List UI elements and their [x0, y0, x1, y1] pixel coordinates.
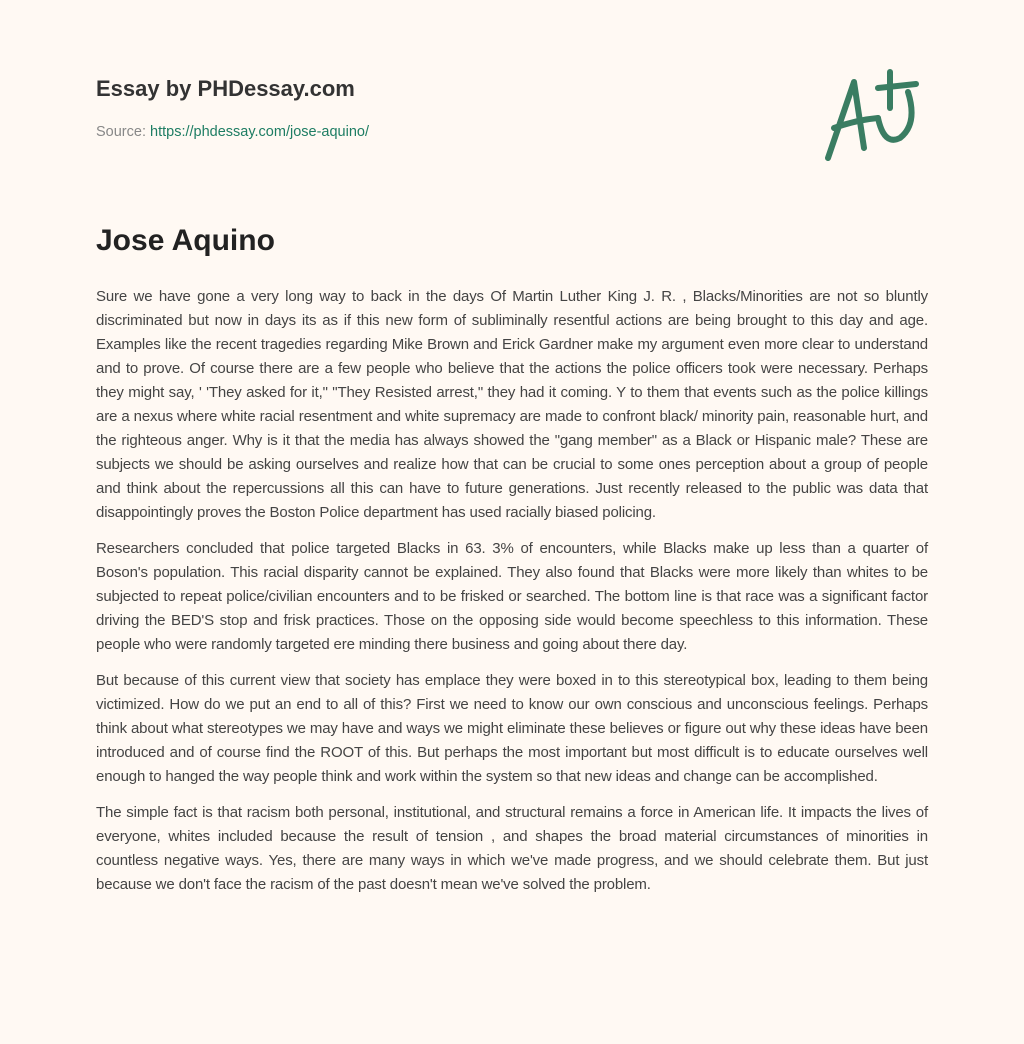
essay-paragraph: Sure we have gone a very long way to back in the days Of Martin Luther King J. R. , Blacks/Minorities are not so bluntly discriminated but now in days its as if this new form of subliminally resentful actions are being brought to this day and age. Examples like the recent tragedies regarding Mike Brown and Erick Gardner make my argument even more clear to understand and to prove. Of course there are a few people who believe that the actions the police officers took were necessary. Perhaps they might say, ' 'They asked for it," "They Resisted arrest," they had it coming. Y to them that events such as the police killings are a nexus where white racial resentment and white supremacy are made to confront black/ minority pain, reasonable hurt, and the righteous anger. Why is it that the media has always showed the "gang member" as a Black or Hispanic male? These are subjects we should be asking ourselves and realize how that can be crucial to some ones perception about a group of people and think about the repercussions all this can have to future generations. Just recently released to the public was data that disappointingly proves the Boston Police department has used racially biased policing. [96, 288, 928, 521]
site-title: Essay by PHDessay.com [96, 76, 355, 101]
source-line [96, 124, 369, 140]
source-link[interactable]: https://phdessay.com/jose-aquino/ [150, 124, 369, 140]
essay-paragraph: Researchers concluded that police targeted Blacks in 63. 3% of encounters, while Blacks make up less than a quarter of Boson's population. This racial disparity cannot be explained. They also found that Blacks were more likely than whites to be subjected to repeat police/civilian encounters and to be frisked or searched. The bottom line is that race was a significant factor driving the BED'S stop and frisk practices. Those on the opposing side would become speechless to this information. These people who were randomly targeted ere minding there business and going about there day. [96, 540, 928, 653]
essay-body [96, 285, 928, 909]
essay-paragraph: But because of this current view that society has emplace they were boxed in to this stereotypical box, leading to them being victimized. How do we put an end to all of this? First we need to know our own conscious and unconscious feelings. Perhaps think about what stereotypes we may have and ways we might eliminate these believes or figure out why these ideas have been introduced and of course find the ROOT of this. But perhaps the most important but most difficult is to educate ourselves well enough to hanged the way people think and work within the system so that new ideas and change can be accomplished. [96, 672, 928, 785]
source-label: Source: [96, 124, 146, 140]
a-plus-logo-icon [820, 68, 930, 168]
essay-paragraph: The simple fact is that racism both personal, institutional, and structural remains a force in American life. It impacts the lives of everyone, whites included because the result of tension , and shapes the broad material circumstances of minorities in countless negative ways. Yes, there are many ways in which we've made progress, and we should celebrate them. But just because we don't face the racism of the past doesn't mean we've solved the problem. [96, 804, 928, 893]
essay-title: Jose Aquino [96, 224, 275, 257]
header [96, 76, 369, 140]
